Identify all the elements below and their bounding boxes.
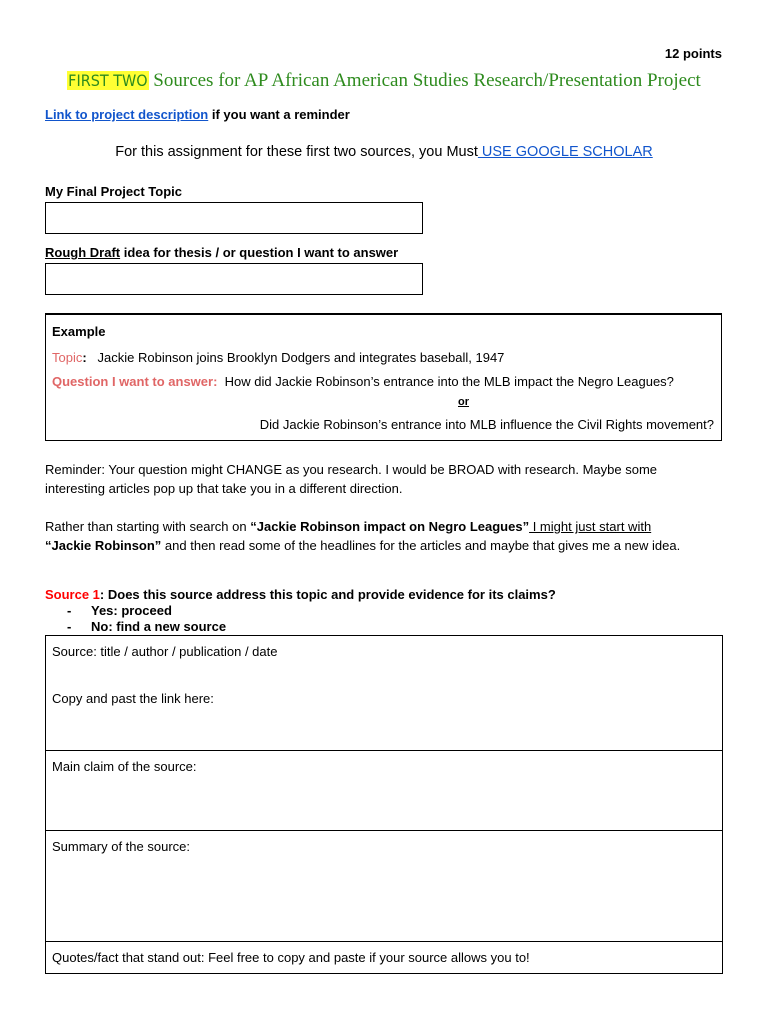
example-topic-label: Topic (52, 350, 83, 365)
project-description-link[interactable]: Link to project description (45, 107, 209, 122)
summary-cell[interactable] (46, 831, 723, 942)
page-title (0, 70, 768, 92)
example-question-1-text: How did Jackie Robinson’s entrance into the MLB impact the Negro Leagues? (224, 374, 674, 389)
topic-input[interactable] (45, 202, 423, 234)
rather-paragraph (45, 517, 735, 555)
reminder-line-1: Reminder: Your question might CHANGE as you research. I would be BROAD with research. Maybe some (45, 462, 657, 477)
rather-part-2: and then read some of the headlines for the articles and maybe that gives me a new idea. (161, 538, 681, 553)
link-prompt-label: Copy and past the link here: (52, 691, 214, 706)
example-topic (52, 350, 504, 365)
draft-label-underlined: Rough Draft (45, 245, 121, 260)
source-1-heading (45, 587, 556, 602)
main-claim-cell[interactable] (46, 751, 723, 831)
assignment-text: For this assignment for these first two sources, you Must (115, 144, 478, 160)
example-or: or (458, 396, 469, 408)
source-1-question: : Does this source address this topic and provide evidence for its claims? (99, 587, 556, 602)
rather-line-2 (45, 536, 735, 555)
bullet-yes-text: Yes: proceed (91, 603, 172, 618)
main-claim-label: Main claim of the source: (52, 759, 197, 774)
quotes-cell[interactable] (46, 942, 723, 974)
rather-part-1: Rather than starting with search on (45, 519, 251, 534)
assignment-instruction (0, 144, 768, 160)
summary-label: Summary of the source: (52, 839, 190, 854)
link-suffix: if you want a reminder (208, 107, 350, 122)
draft-input[interactable] (45, 263, 423, 295)
draft-label (45, 245, 398, 260)
title-rest: Sources for AP African American Studies Research/Presentation Project (148, 70, 701, 91)
rather-underlined: I might just start with (529, 519, 652, 534)
rather-bold-2: “Jackie Robinson” (45, 538, 162, 553)
example-question-label: Question I want to answer: (52, 374, 218, 389)
rather-line-1 (45, 517, 735, 536)
example-topic-colon: : (82, 350, 87, 365)
table-row (46, 942, 723, 974)
source-1-bullet-no: - No: find a new source (67, 619, 227, 634)
topic-label: My Final Project Topic (45, 184, 183, 199)
points-label: 12 points (664, 46, 722, 61)
source-1-bullet-yes: - Yes: proceed (67, 603, 172, 618)
title-highlight: FIRST TWO (68, 71, 148, 90)
source-info-label: Source: title / author / publication / date (52, 644, 278, 659)
example-question-2: Did Jackie Robinson’s entrance into MLB influence the Civil Rights movement? (259, 417, 714, 432)
rather-bold-1: “Jackie Robinson impact on Negro Leagues” (250, 519, 530, 534)
project-description-line (45, 107, 350, 122)
table-row (46, 831, 723, 942)
source-1-label: Source 1 (45, 587, 100, 602)
source-info-cell[interactable] (46, 636, 723, 751)
draft-label-rest: idea for thesis / or question I want to answer (120, 245, 399, 260)
example-topic-text: Jackie Robinson joins Brooklyn Dodgers and integrates baseball, 1947 (97, 350, 505, 365)
reminder-line-2: interesting articles pop up that take you in a different direction. (45, 481, 403, 496)
reminder-paragraph (45, 460, 657, 498)
bullet-no-text: No: find a new source (91, 619, 227, 634)
example-question-1 (52, 374, 674, 389)
table-row (46, 636, 723, 751)
example-heading: Example (52, 324, 106, 339)
google-scholar-link[interactable]: USE GOOGLE SCHOLAR (477, 144, 653, 160)
source-1-table (45, 635, 723, 974)
quotes-label: Quotes/fact that stand out: Feel free to copy and paste if your source allows you to! (52, 950, 530, 965)
table-row (46, 751, 723, 831)
example-box (45, 313, 722, 441)
